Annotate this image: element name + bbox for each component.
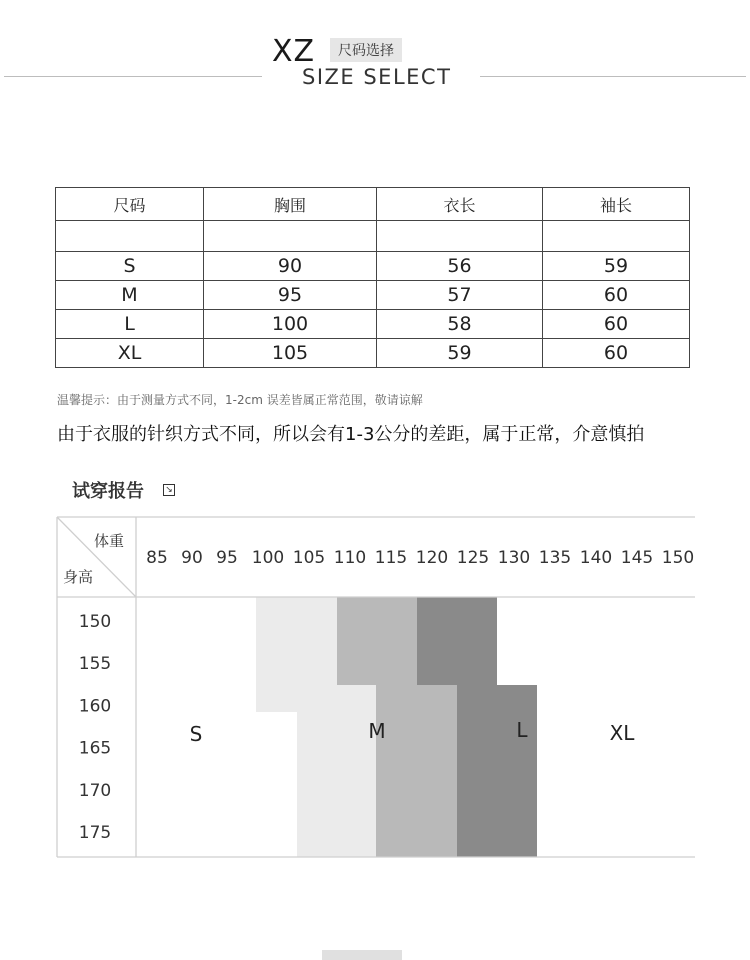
cell-size: M	[56, 281, 204, 310]
weight-label: 115	[374, 548, 408, 568]
height-label: 155	[78, 654, 112, 675]
weight-label: 100	[251, 548, 285, 568]
cell-chest: 100	[204, 310, 377, 339]
height-label: 160	[78, 696, 112, 717]
cell-sleeve: 60	[543, 339, 690, 368]
header-length: 衣长	[377, 188, 543, 221]
weight-label: 135	[538, 548, 572, 568]
arrow-icon: ↘	[163, 484, 175, 496]
cell-chest: 105	[204, 339, 377, 368]
size-label-s: S	[189, 722, 203, 746]
size-label-m: M	[368, 719, 386, 743]
header-sleeve: 袖长	[543, 188, 690, 221]
weight-label: 85	[146, 548, 168, 568]
weight-label: 90	[181, 548, 203, 568]
knit-note: 由于衣服的针织方式不同，所以会有1-3公分的差距，属于正常，介意慎拍	[57, 424, 645, 445]
cell-size: XL	[56, 339, 204, 368]
weight-label: 150	[661, 548, 695, 568]
height-label: 150	[78, 612, 112, 632]
size-label-l: L	[516, 718, 528, 742]
header-chest: 胸围	[204, 188, 377, 221]
corner-weight-label: 体重	[94, 532, 125, 550]
cell-length: 59	[377, 339, 543, 368]
weight-label: 105	[292, 548, 326, 568]
corner-height-label: 身高	[63, 568, 94, 586]
footer-tag	[322, 950, 402, 960]
cell-chest: 90	[204, 252, 377, 281]
size-select-title: SIZE SELECT	[302, 65, 452, 89]
height-label: 175	[78, 823, 112, 843]
cell-length: 57	[377, 281, 543, 310]
weight-label: 110	[333, 548, 367, 568]
cell-length: 58	[377, 310, 543, 339]
cell-size: S	[56, 252, 204, 281]
cell-sleeve: 60	[543, 281, 690, 310]
size-select-tag: 尺码选择	[330, 38, 402, 62]
size-label-xl: XL	[609, 721, 635, 745]
weight-label: 120	[415, 548, 449, 568]
cell-sleeve: 59	[543, 252, 690, 281]
fit-report-title: 试穿报告	[72, 481, 144, 502]
weight-label: 95	[216, 548, 238, 568]
brand-xz: XZ	[272, 34, 316, 69]
height-label: 170	[78, 780, 112, 801]
weight-label: 140	[579, 548, 613, 568]
weight-label: 130	[497, 548, 531, 568]
cell-sleeve: 60	[543, 310, 690, 339]
height-label: 165	[78, 738, 112, 759]
cell-size: L	[56, 310, 204, 339]
weight-label: 125	[456, 548, 490, 568]
header-size: 尺码	[56, 188, 204, 221]
cell-length: 56	[377, 252, 543, 281]
weight-label: 145	[620, 548, 654, 568]
measurement-tip: 温馨提示：由于测量方式不同，1-2cm 误差皆属正常范围，敬请谅解	[57, 393, 423, 407]
cell-chest: 95	[204, 281, 377, 310]
